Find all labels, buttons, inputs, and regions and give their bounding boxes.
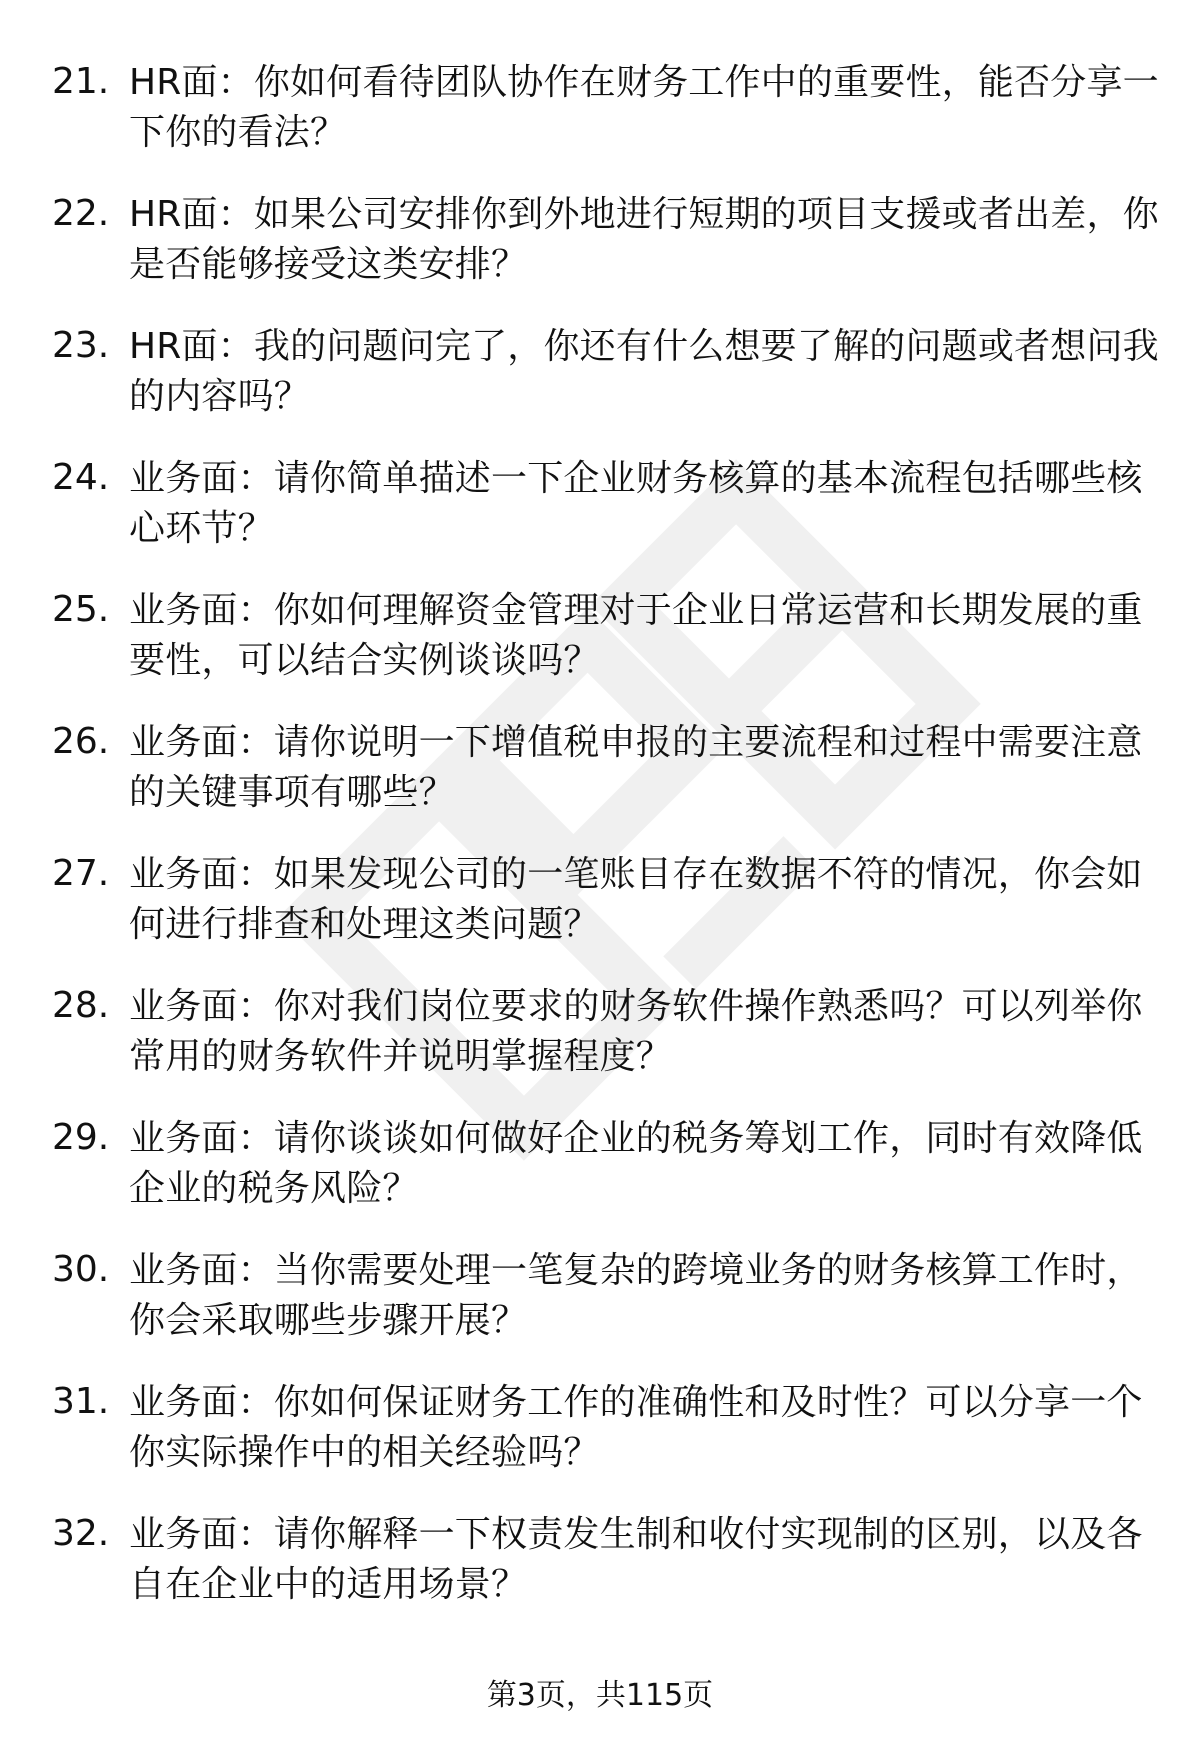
question-list: [0, 58, 1200, 1642]
question-item: [0, 586, 1200, 718]
question-text: 业务面：请你解释一下权责发生制和收付实现制的区别，以及各自在企业中的适用场景？: [129, 1514, 1143, 1605]
question-item: [0, 1114, 1200, 1246]
question-item: [0, 850, 1200, 982]
question-number: 23.: [52, 325, 110, 366]
question-text: 业务面：你如何理解资金管理对于企业日常运营和长期发展的重要性，可以结合实例谈谈吗？: [129, 590, 1143, 681]
question-text: 业务面：请你谈谈如何做好企业的税务筹划工作，同时有效降低企业的税务风险？: [129, 1118, 1143, 1209]
question-item: [0, 982, 1200, 1114]
question-item: [0, 58, 1200, 190]
question-item: [0, 1510, 1200, 1642]
question-number: 27.: [52, 853, 110, 894]
question-item: [0, 190, 1200, 322]
question-text: 业务面：如果发现公司的一笔账目存在数据不符的情况，你会如何进行排查和处理这类问题？: [129, 854, 1143, 945]
question-number: 28.: [52, 985, 110, 1026]
question-text: HR面：你如何看待团队协作在财务工作中的重要性，能否分享一下你的看法？: [129, 62, 1159, 153]
question-number: 25.: [52, 589, 110, 630]
question-item: [0, 1378, 1200, 1510]
question-number: 32.: [52, 1513, 110, 1554]
question-number: 31.: [52, 1381, 110, 1422]
question-item: [0, 322, 1200, 454]
question-text: 业务面：你对我们岗位要求的财务软件操作熟悉吗？可以列举你常用的财务软件并说明掌握程度？: [129, 986, 1143, 1077]
question-number: 22.: [52, 193, 110, 234]
question-number: 30.: [52, 1249, 110, 1290]
question-number: 29.: [52, 1117, 110, 1158]
question-item: [0, 454, 1200, 586]
question-number: 21.: [52, 61, 110, 102]
question-number: 24.: [52, 457, 110, 498]
question-text: HR面：如果公司安排你到外地进行短期的项目支援或者出差，你是否能够接受这类安排？: [129, 194, 1159, 285]
question-text: 业务面：你如何保证财务工作的准确性和及时性？可以分享一个你实际操作中的相关经验吗？: [129, 1382, 1143, 1473]
question-number: 26.: [52, 721, 110, 762]
page-number-footer: 第3页，共115页: [486, 1678, 714, 1713]
question-item: [0, 718, 1200, 850]
question-text: HR面：我的问题问完了，你还有什么想要了解的问题或者想问我的内容吗？: [129, 326, 1159, 417]
question-text: 业务面：请你说明一下增值税申报的主要流程和过程中需要注意的关键事项有哪些？: [129, 722, 1143, 813]
question-text: 业务面：请你简单描述一下企业财务核算的基本流程包括哪些核心环节？: [129, 458, 1143, 549]
question-item: [0, 1246, 1200, 1378]
question-text: 业务面：当你需要处理一笔复杂的跨境业务的财务核算工作时，你会采取哪些步骤开展？: [129, 1250, 1143, 1341]
